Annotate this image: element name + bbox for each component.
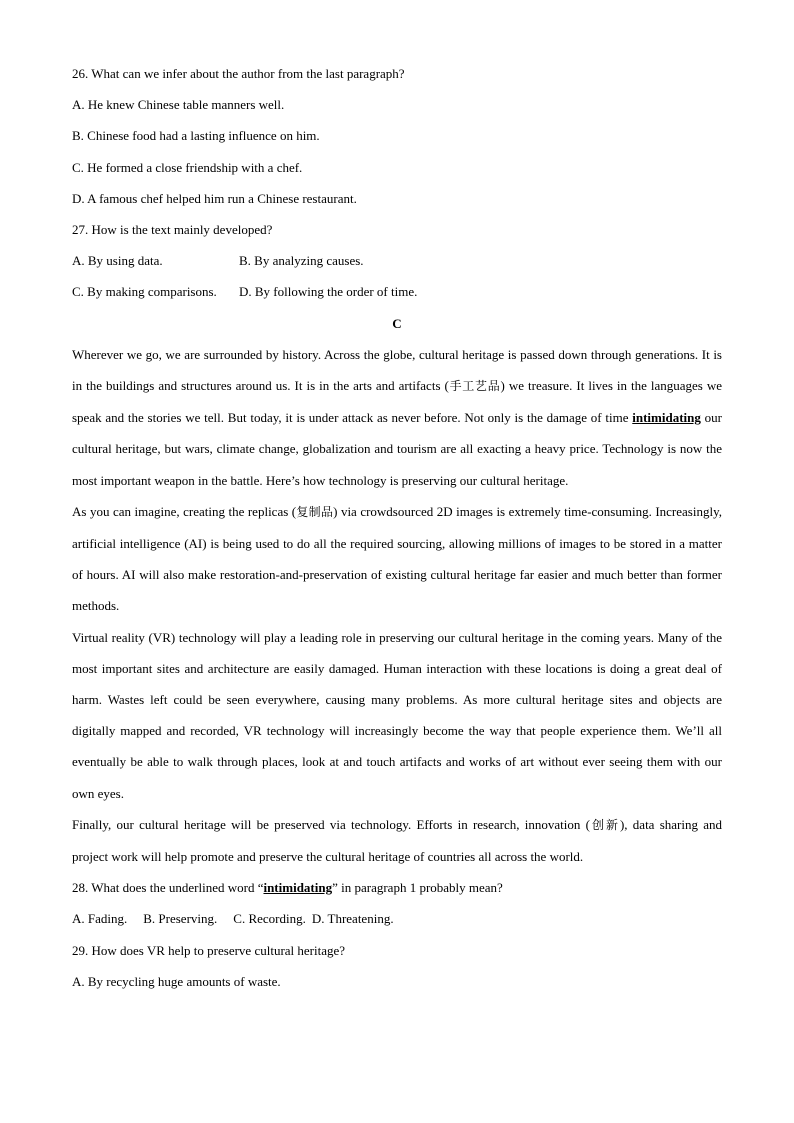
p4-text-2: ), data sharing and project work will help promote and preserve the cultural heritage of countries all across the world. xyxy=(72,816,722,864)
p2-text-2: ) via crowdsourced 2D images is extremely time-consuming. Increasingly, artificial intelligence (AI) is being used to do all the required sourcing, allowing millions of images to be stored in a matter of hours. AI will also make restoration-and-preservation of existing cultural heritage far easier and much better than former methods. xyxy=(72,503,722,614)
p1-chinese-gloss: 手工艺品 xyxy=(448,378,501,393)
passage-paragraph-2 xyxy=(72,496,722,622)
passage-paragraph-4 xyxy=(72,809,722,872)
q28-options-row xyxy=(72,903,722,934)
p1-text-1: Wherever we go, we are surrounded by history. Across the globe, cultural heritage is passed down through generations. It is in the buildings and structures around us. It is in the arts and artifacts ( xyxy=(72,346,722,393)
p1-underlined-word: intimidating xyxy=(632,410,701,426)
p4-chinese-gloss: 创新 xyxy=(589,817,620,832)
p2-text-1: As you can imagine, creating the replicas ( xyxy=(72,503,297,519)
q26-option-b: B. Chinese food had a lasting influence on him. xyxy=(72,128,320,144)
p4-text-1: Finally, our cultural heritage will be preserved via technology. Efforts in research, innovation ( xyxy=(72,816,590,832)
passage-paragraph-3: Virtual reality (VR) technology will play a leading role in preserving our cultural heritage in the coming years. Many of the most important sites and architecture are easily damaged. Human interaction with these locations is doing a great deal of harm. Wastes left could be seen everywhere, causing many problems. As more cultural heritage sites and objects are digitally mapped and recorded, VR technology will increasingly become the way that people experience them. We’ll all eventually be able to walk through places, look at and touch artifacts and works of art without ever seeing them with our own eyes. xyxy=(72,629,722,801)
p1-text-3: our cultural heritage, but wars, climate change, globalization and tourism are all exacting a heavy price. Technology is now the most important weapon in the battle. Here’s how technology is preserving our cultural heritage. xyxy=(72,410,722,488)
q29-question: 29. How does VR help to preserve cultural heritage? xyxy=(72,942,346,958)
q28-question-pre: 28. What does the underlined word “ xyxy=(72,880,264,896)
passage-paragraph-1 xyxy=(72,339,722,496)
q27-option-a: A. By using data. xyxy=(72,253,163,269)
q26-option-a: A. He knew Chinese table manners well. xyxy=(72,97,285,113)
q27-question: 27. How is the text mainly developed? xyxy=(72,221,273,237)
q27-option-d: D. By following the order of time. xyxy=(239,284,418,300)
q28-option-c: C. Recording. xyxy=(233,911,306,927)
q28-option-d: D. Threatening. xyxy=(311,911,394,927)
p2-chinese-gloss: 复制品 xyxy=(296,504,334,519)
q26-option-d: D. A famous chef helped him run a Chinese restaurant. xyxy=(72,190,357,206)
q28-question xyxy=(72,872,722,903)
q29-option-a: A. By recycling huge amounts of waste. xyxy=(72,973,281,989)
q27-option-c: C. By making comparisons. xyxy=(72,284,217,300)
q28-option-b: B. Preserving. xyxy=(143,911,218,927)
q28-question-word: intimidating xyxy=(263,880,333,896)
q27-options-row-1 xyxy=(72,245,722,276)
q26-question: 26. What can we infer about the author from the last paragraph? xyxy=(72,66,405,81)
q28-option-a: A. Fading. xyxy=(72,911,128,927)
q27-option-b: B. By analyzing causes. xyxy=(239,253,364,269)
document-page xyxy=(72,58,722,997)
q28-question-post: ” in paragraph 1 probably mean? xyxy=(332,880,503,896)
q26-option-c: C. He formed a close friendship with a chef. xyxy=(72,159,303,175)
p1-text-2: ) we treasure. It lives in the languages we speak and the stories we tell. But today, it is under attack as never before. Not only is the damage of time xyxy=(72,377,722,426)
q27-options-row-2 xyxy=(72,276,722,307)
section-c-heading: C xyxy=(392,315,402,331)
